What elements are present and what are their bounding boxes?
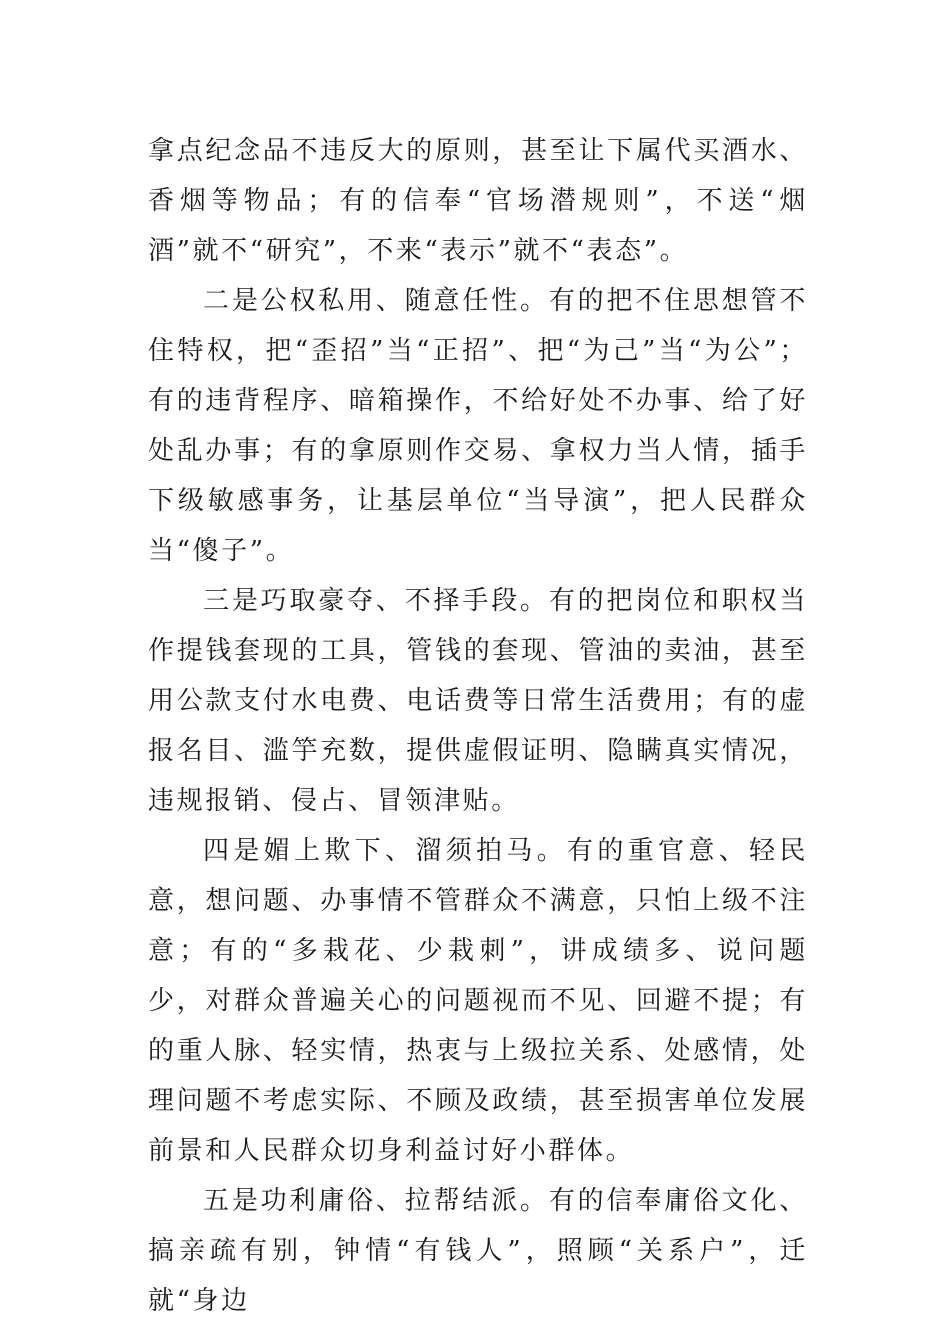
paragraph-point-5: 五是功利庸俗、拉帮结派。有的信奉庸俗文化、搞亲疏有别，钟情“有钱人”，照顾“关系户”，迁就“身边 [148, 1186, 808, 1316]
document-body [148, 126, 808, 1326]
paragraph-point-3: 三是巧取豪夺、不择手段。有的把岗位和职权当作提钱套现的工具，管钱的套现、管油的卖油，甚至用公款支付水电费、电话费等日常生活费用；有的虚报名目、滥竽充数，提供虚假证明、隐瞒真实情况，违规报销、侵占、冒领津贴。 [148, 586, 808, 816]
paragraph-point-2: 二是公权私用、随意任性。有的把不住思想管不住特权，把“歪招”当“正招”、把“为己”当“为公”；有的违背程序、暗箱操作，不给好处不办事、给了好处乱办事；有的拿原则作交易、拿权力当人情，插手下级敏感事务，让基层单位“当导演”，把人民群众当“傻子”。 [148, 286, 808, 566]
paragraph-point-4: 四是媚上欺下、溜须拍马。有的重官意、轻民意，想问题、办事情不管群众不满意，只怕上级不注意；有的“多栽花、少栽刺”，讲成绩多、说问题少，对群众普遍关心的问题视而不见、回避不提；有的重人脉、轻实情，热衷与上级拉关系、处感情，处理问题不考虑实际、不顾及政绩，甚至损害单位发展前景和人民群众切身利益讨好小群体。 [148, 836, 808, 1166]
paragraph-continuation: 拿点纪念品不违反大的原则，甚至让下属代买酒水、香烟等物品；有的信奉“官场潜规则”，不送“烟酒”就不“研究”，不来“表示”就不“表态”。 [148, 136, 808, 266]
